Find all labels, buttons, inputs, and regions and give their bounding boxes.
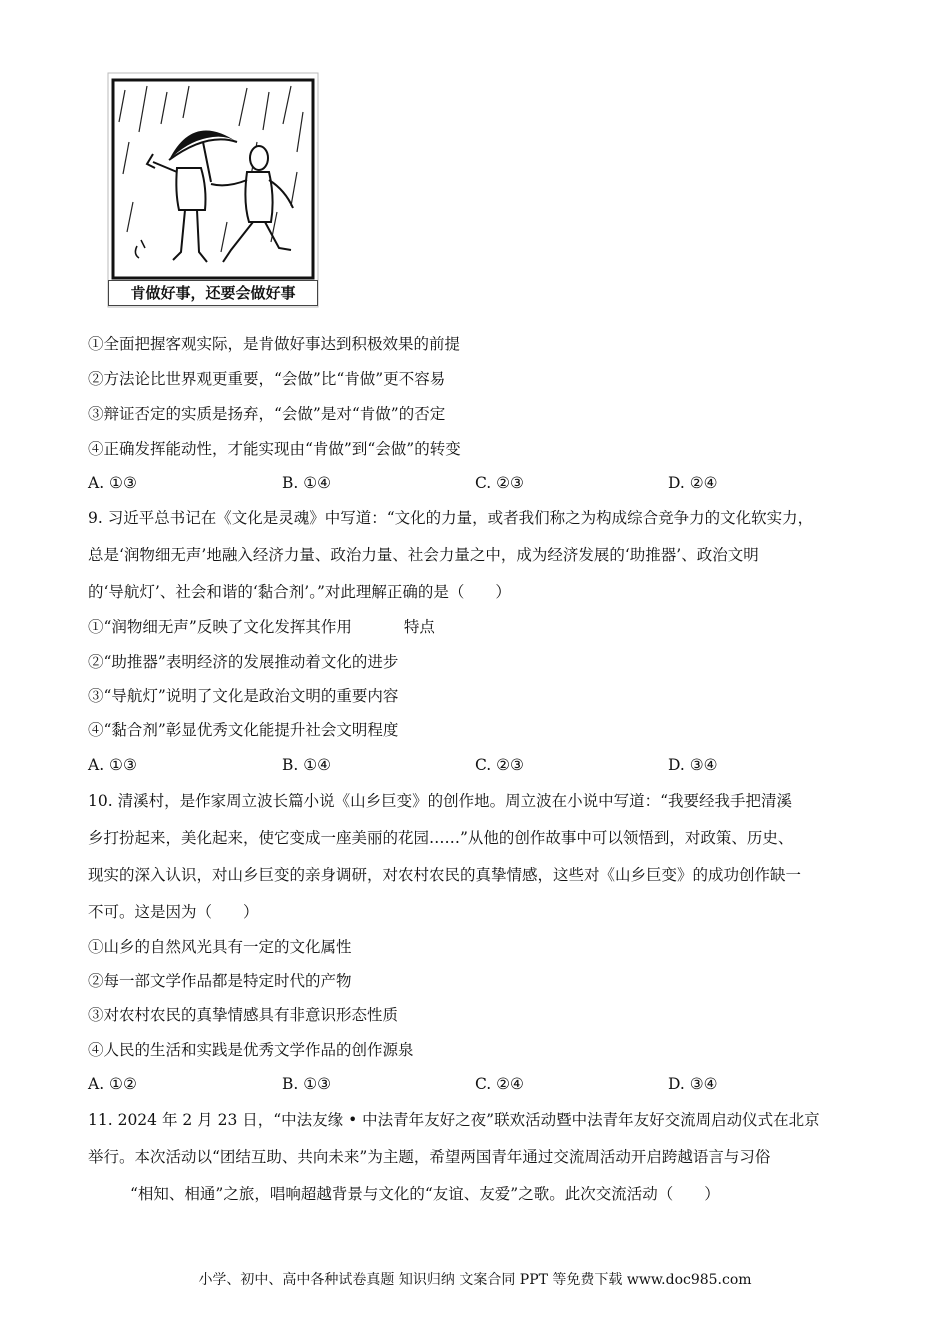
q10-statement-2: ②每一部文学作品都是特定时代的产物 <box>88 972 352 990</box>
q11-stem-line-3: “相知、相通”之旅，唱响超越背景与文化的“友谊、友爱”之歌。此次交流活动（ ） <box>130 1185 720 1203</box>
q10-statement-1: ①山乡的自然风光具有一定的文化属性 <box>88 938 352 956</box>
q9-statement-1-tail: 特点 <box>403 618 435 636</box>
q9-statement-2: ②“助推器”表明经济的发展推动着文化的进步 <box>88 653 399 671</box>
q9-stem-line-3: 的‘导航灯’、社会和谐的‘黏合剂’。”对此理解正确的是（ ） <box>88 583 511 601</box>
q9-option-c[interactable]: C. ②③ <box>475 756 524 774</box>
q9-statement-1 <box>88 617 435 637</box>
q8-option-b[interactable]: B. ①④ <box>282 474 332 492</box>
q9-option-b[interactable]: B. ①④ <box>282 756 332 774</box>
q10-option-d[interactable]: D. ③④ <box>668 1075 718 1093</box>
q10-stem-line-2: 乡打扮起来，美化起来，使它变成一座美丽的花园……”从他的创作故事中可以领悟到，对政策、历史、 <box>88 829 794 847</box>
q8-option-c[interactable]: C. ②③ <box>475 474 524 492</box>
q11-stem-line-1: 11. 2024 年 2 月 23 日，“中法友缘 • 中法青年友好之夜”联欢活动暨中法青年友好交流周启动仪式在北京 <box>88 1111 820 1129</box>
q10-statement-4: ④人民的生活和实践是优秀文学作品的创作源泉 <box>88 1041 414 1059</box>
q9-option-a[interactable]: A. ①③ <box>88 756 137 774</box>
q8-option-d[interactable]: D. ②④ <box>668 474 718 492</box>
q8-statement-3: ③辩证否定的实质是扬弃，“会做”是对“肯做”的否定 <box>88 405 446 423</box>
q10-option-b[interactable]: B. ①③ <box>282 1075 332 1093</box>
q9-statement-1-text: ①“润物细无声”反映了文化发挥其作用 <box>88 618 352 636</box>
q10-option-c[interactable]: C. ②④ <box>475 1075 524 1093</box>
q9-option-d[interactable]: D. ③④ <box>668 756 718 774</box>
q8-option-a[interactable]: A. ①③ <box>88 474 137 492</box>
q10-stem-line-3: 现实的深入认识，对山乡巨变的亲身调研，对农村农民的真挚情感，这些对《山乡巨变》的成功创作缺一 <box>88 866 802 884</box>
q8-statement-1: ①全面把握客观实际，是肯做好事达到积极效果的前提 <box>88 335 461 353</box>
cartoon-caption: 肯做好事，还要会做好事 <box>108 280 318 306</box>
q9-statement-3: ③“导航灯”说明了文化是政治文明的重要内容 <box>88 687 399 705</box>
q9-statement-4: ④“黏合剂”彰显优秀文化能提升社会文明程度 <box>88 721 399 739</box>
q9-stem-line-1: 9. 习近平总书记在《文化是灵魂》中写道：“文化的力量，或者我们称之为构成综合竞争力的文化软实力， <box>88 509 814 527</box>
q10-option-a[interactable]: A. ①② <box>88 1075 137 1093</box>
q10-stem-line-1: 10. 清溪村，是作家周立波长篇小说《山乡巨变》的创作地。周立波在小说中写道：“我要经我手把清溪 <box>88 792 793 810</box>
q10-stem-line-4: 不可。这是因为（ ） <box>88 903 259 921</box>
q8-statement-2: ②方法论比世界观更重要，“会做”比“肯做”更不容易 <box>88 370 446 388</box>
q9-stem-line-2: 总是‘润物细无声’地融入经济力量、政治力量、社会力量之中，成为经济发展的‘助推器’、政治文明 <box>88 546 759 564</box>
q8-statement-4: ④正确发挥能动性，才能实现由“肯做”到“会做”的转变 <box>88 440 461 458</box>
cartoon-illustration <box>107 72 319 308</box>
page-footer: 小学、初中、高中各种试卷真题 知识归纳 文案合同 PPT 等免费下载 www.doc985.com <box>198 1272 752 1288</box>
q11-stem-line-2: 举行。本次活动以“团结互助、共向未来”为主题，希望两国青年通过交流周活动开启跨越语言与习俗 <box>88 1148 771 1166</box>
q10-statement-3: ③对农村农民的真挚情感具有非意识形态性质 <box>88 1006 399 1024</box>
